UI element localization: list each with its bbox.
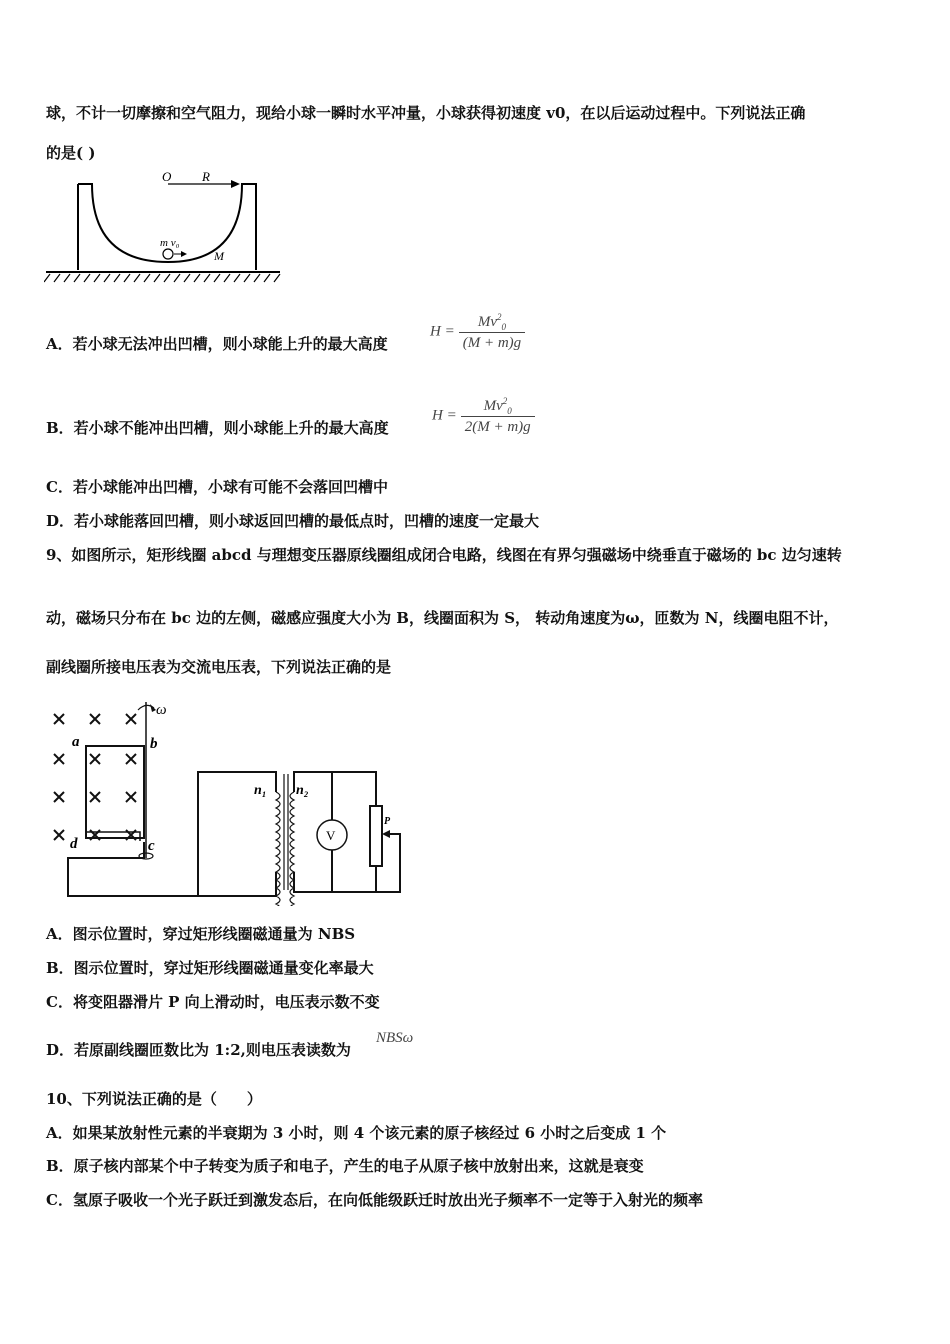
q9-stem-line3: 副线圈所接电压表为交流电压表，下列说法正确的是: [46, 658, 392, 676]
q8-groove-figure: [44, 166, 284, 286]
q9-formula-d: NBSω: [376, 1030, 414, 1046]
q8-option-d: D．若小球能落回凹槽，则小球返回凹槽的最低点时，凹槽的速度一定最大: [46, 512, 540, 530]
q10-option-b: B．原子核内部某个中子转变为质子和电子，产生的电子从原子核中放射出来，这就是衰变: [46, 1157, 644, 1175]
q8-formula-a: H = $\frac{Mv^2_0}{(M + m)g}$: [430, 312, 525, 352]
q9-option-a: A．图示位置时，穿过矩形线圈磁通量为 NBS: [46, 925, 356, 943]
label-m-v0: m v₀: [160, 237, 180, 249]
q8-option-c: C．若小球能冲出凹槽，小球有可能不会落回凹槽中: [46, 478, 388, 496]
label-a: a: [72, 734, 80, 750]
q10-stem: 10、下列说法正确的是（ ）: [46, 1090, 262, 1108]
label-R: R: [202, 169, 210, 184]
label-omega: ω: [156, 702, 167, 718]
label-n1: n₁: [254, 783, 267, 798]
label-P: P: [384, 816, 391, 827]
label-b: b: [150, 736, 158, 752]
q9-stem-line2: 动，磁场只分布在 bc 边的左侧，磁感应强度大小为 B，线圈面积为 S， 转动角速度为ω，匝数为 N，线圈电阻不计，: [46, 609, 839, 627]
label-M: M: [214, 249, 224, 263]
label-c: c: [148, 838, 155, 854]
q10-option-c: C．氢原子吸收一个光子跃迁到激发态后，在向低能级跃迁时放出光子频率不一定等于入射光的频率: [46, 1191, 703, 1209]
label-O: O: [162, 169, 172, 184]
q8-option-a: A．若小球无法冲出凹槽，则小球能上升的最大高度: [46, 335, 388, 353]
voltmeter-label: V: [326, 828, 336, 843]
label-d: d: [70, 836, 78, 852]
q10-option-a: A．如果某放射性元素的半衰期为 3 小时，则 4 个该元素的原子核经过 6 小时之后变成 1 个: [46, 1124, 667, 1142]
q8-option-b: B．若小球不能冲出凹槽，则小球能上升的最大高度: [46, 419, 389, 437]
q9-option-b: B．图示位置时，穿过矩形线圈磁通量变化率最大: [46, 959, 374, 977]
q8-stem-line2: 的是( ): [46, 144, 96, 162]
label-n2: n₂: [296, 783, 309, 798]
q9-stem-line1: 9、如图所示，矩形线圈 abcd 与理想变压器原线圈组成闭合电路，线图在有界匀强磁场中绕垂直于磁场的 bc 边匀速转: [46, 546, 842, 564]
q9-circuit-figure: [48, 696, 418, 906]
q8-formula-b: H = $\frac{Mv^2_0}{2(M + m)g}$: [432, 396, 535, 436]
q8-stem-line1: 球，不计一切摩擦和空气阻力，现给小球一瞬时水平冲量，小球获得初速度 v0，在以后运动过程中。下列说法正确: [46, 104, 806, 122]
q9-option-d: D．若原副线圈匝数比为 1:2,则电压表读数为: [46, 1041, 351, 1059]
q9-option-c: C．将变阻器滑片 P 向上滑动时，电压表示数不变: [46, 993, 380, 1011]
